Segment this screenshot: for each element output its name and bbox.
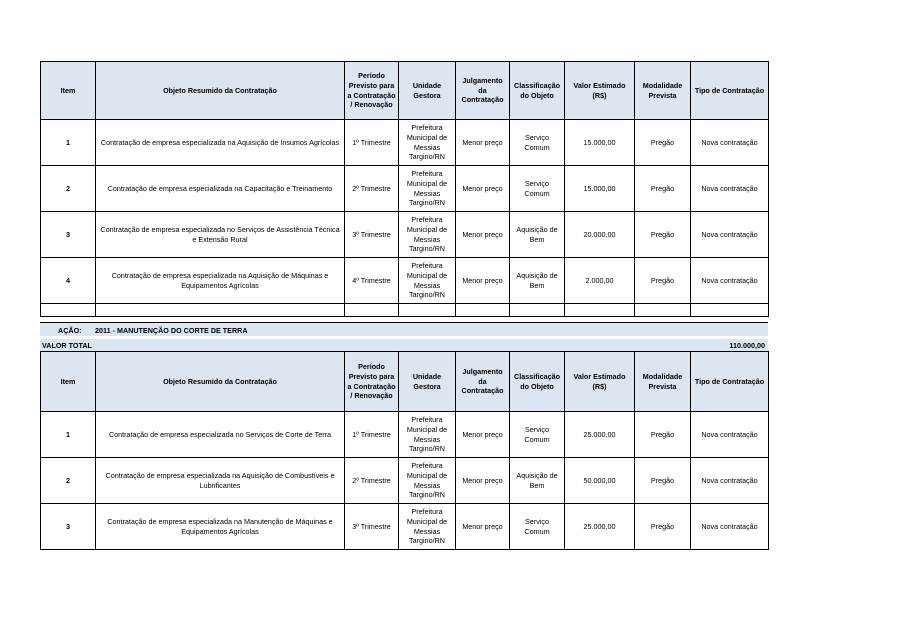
cell-modalidade: Pregão (635, 120, 691, 166)
valor-total-label: VALOR TOTAL (42, 341, 92, 350)
header-item: Item (41, 62, 96, 120)
cell-julgamento: Menor preço (456, 120, 510, 166)
cell-objeto: Contratação de empresa especializada na Capacitação e Treinamento (96, 166, 345, 212)
cell-unidade: Prefeitura Municipal de Messias Targino/RN (399, 212, 456, 258)
cell-classificacao: Aquisição de Bem (510, 458, 565, 504)
cell-julgamento: Menor preço (456, 258, 510, 304)
cell-classificacao: Serviço Comum (510, 120, 565, 166)
header-tipo: Tipo de Contratação (691, 62, 769, 120)
valor-total-band (40, 339, 768, 351)
cell-item: 4 (41, 258, 96, 304)
cell-tipo: Nova contratação (691, 166, 769, 212)
header-valor: Valor Estimado (R$) (565, 62, 635, 120)
empty-cell (41, 304, 96, 317)
cell-objeto: Contratação de empresa especializada na Aquisição de Insumos Agrícolas (96, 120, 345, 166)
cell-valor: 25.000,00 (565, 412, 635, 458)
cell-valor: 15.000,00 (565, 166, 635, 212)
header-objeto: Objeto Resumido da Contratação (96, 352, 345, 412)
cell-julgamento: Menor preço (456, 504, 510, 550)
empty-cell (635, 304, 691, 317)
cell-unidade: Prefeitura Municipal de Messias Targino/RN (399, 504, 456, 550)
cell-modalidade: Pregão (635, 166, 691, 212)
cell-classificacao: Serviço Comum (510, 166, 565, 212)
cell-modalidade: Pregão (635, 258, 691, 304)
empty-cell (399, 304, 456, 317)
cell-item: 2 (41, 166, 96, 212)
cell-unidade: Prefeitura Municipal de Messias Targino/RN (399, 412, 456, 458)
cell-objeto: Contratação de empresa especializada no Serviços de Assistência Técnica e Extensão Rural (96, 212, 345, 258)
table-row (41, 166, 769, 212)
cell-julgamento: Menor preço (456, 212, 510, 258)
cell-item: 2 (41, 458, 96, 504)
header-valor: Valor Estimado (R$) (565, 352, 635, 412)
cell-item: 1 (41, 120, 96, 166)
cell-modalidade: Pregão (635, 412, 691, 458)
cell-valor: 25.000,00 (565, 504, 635, 550)
cell-objeto: Contratação de empresa especializada na Aquisição de Combustíveis e Lubrificantes (96, 458, 345, 504)
cell-tipo: Nova contratação (691, 412, 769, 458)
cell-objeto: Contratação de empresa especializada na Aquisição de Máquinas e Equipamentos Agrícolas (96, 258, 345, 304)
cell-unidade: Prefeitura Municipal de Messias Targino/RN (399, 120, 456, 166)
valor-total-value: 110.000,00 (729, 341, 765, 350)
cell-periodo: 2º Trimestre (345, 458, 399, 504)
contracts-table-1 (40, 61, 769, 317)
header-julgamento: Julgamento da Contratação (456, 352, 510, 412)
cell-tipo: Nova contratação (691, 258, 769, 304)
cell-periodo: 3º Trimestre (345, 212, 399, 258)
cell-tipo: Nova contratação (691, 120, 769, 166)
cell-unidade: Prefeitura Municipal de Messias Targino/RN (399, 166, 456, 212)
header-objeto: Objeto Resumido da Contratação (96, 62, 345, 120)
table-row (41, 212, 769, 258)
cell-unidade: Prefeitura Municipal de Messias Targino/RN (399, 258, 456, 304)
table-row (41, 412, 769, 458)
table-header-row (41, 352, 769, 412)
empty-cell (691, 304, 769, 317)
cell-periodo: 4º Trimestre (345, 258, 399, 304)
cell-classificacao: Aquisição de Bem (510, 212, 565, 258)
cell-classificacao: Serviço Comum (510, 412, 565, 458)
cell-tipo: Nova contratação (691, 504, 769, 550)
cell-periodo: 3º Trimestre (345, 504, 399, 550)
cell-tipo: Nova contratação (691, 458, 769, 504)
cell-periodo: 1º Trimestre (345, 120, 399, 166)
header-modalidade: Modalidade Prevista (635, 62, 691, 120)
table-row (41, 120, 769, 166)
empty-cell (565, 304, 635, 317)
cell-periodo: 1º Trimestre (345, 412, 399, 458)
cell-julgamento: Menor preço (456, 458, 510, 504)
cell-objeto: Contratação de empresa especializada na Manutenção de Máquinas e Equipamentos Agrícolas (96, 504, 345, 550)
cell-modalidade: Pregão (635, 504, 691, 550)
cell-julgamento: Menor preço (456, 412, 510, 458)
cell-valor: 2.000,00 (565, 258, 635, 304)
header-tipo: Tipo de Contratação (691, 352, 769, 412)
cell-valor: 20.000,00 (565, 212, 635, 258)
contracts-table-2 (40, 351, 769, 550)
header-unidade: Unidade Gestora (399, 62, 456, 120)
header-item: Item (41, 352, 96, 412)
header-unidade: Unidade Gestora (399, 352, 456, 412)
header-julgamento: Julgamento da Contratação (456, 62, 510, 120)
cell-classificacao: Aquisição de Bem (510, 258, 565, 304)
cell-julgamento: Menor preço (456, 166, 510, 212)
empty-row (41, 304, 769, 317)
cell-modalidade: Pregão (635, 458, 691, 504)
header-modalidade: Modalidade Prevista (635, 352, 691, 412)
cell-item: 3 (41, 504, 96, 550)
empty-cell (345, 304, 399, 317)
cell-tipo: Nova contratação (691, 212, 769, 258)
cell-periodo: 2º Trimestre (345, 166, 399, 212)
acao-text: 2011 - MANUTENÇÃO DO CORTE DE TERRA (95, 326, 248, 335)
table-row (41, 458, 769, 504)
cell-valor: 15.000,00 (565, 120, 635, 166)
header-classificacao: Classificação do Objeto (510, 62, 565, 120)
empty-cell (510, 304, 565, 317)
acao-band (40, 322, 768, 336)
cell-item: 3 (41, 212, 96, 258)
header-classificacao: Classificação do Objeto (510, 352, 565, 412)
cell-unidade: Prefeitura Municipal de Messias Targino/RN (399, 458, 456, 504)
cell-modalidade: Pregão (635, 212, 691, 258)
table-row (41, 504, 769, 550)
table-row (41, 258, 769, 304)
cell-valor: 50.000,00 (565, 458, 635, 504)
empty-cell (456, 304, 510, 317)
acao-label: AÇÃO: (58, 326, 82, 335)
cell-item: 1 (41, 412, 96, 458)
header-periodo: Período Previsto para a Contratação / Renovação (345, 62, 399, 120)
header-periodo: Período Previsto para a Contratação / Renovação (345, 352, 399, 412)
empty-cell (96, 304, 345, 317)
table-header-row (41, 62, 769, 120)
cell-classificacao: Serviço Comum (510, 504, 565, 550)
cell-objeto: Contratação de empresa especializada no Serviços de Corte de Terra (96, 412, 345, 458)
